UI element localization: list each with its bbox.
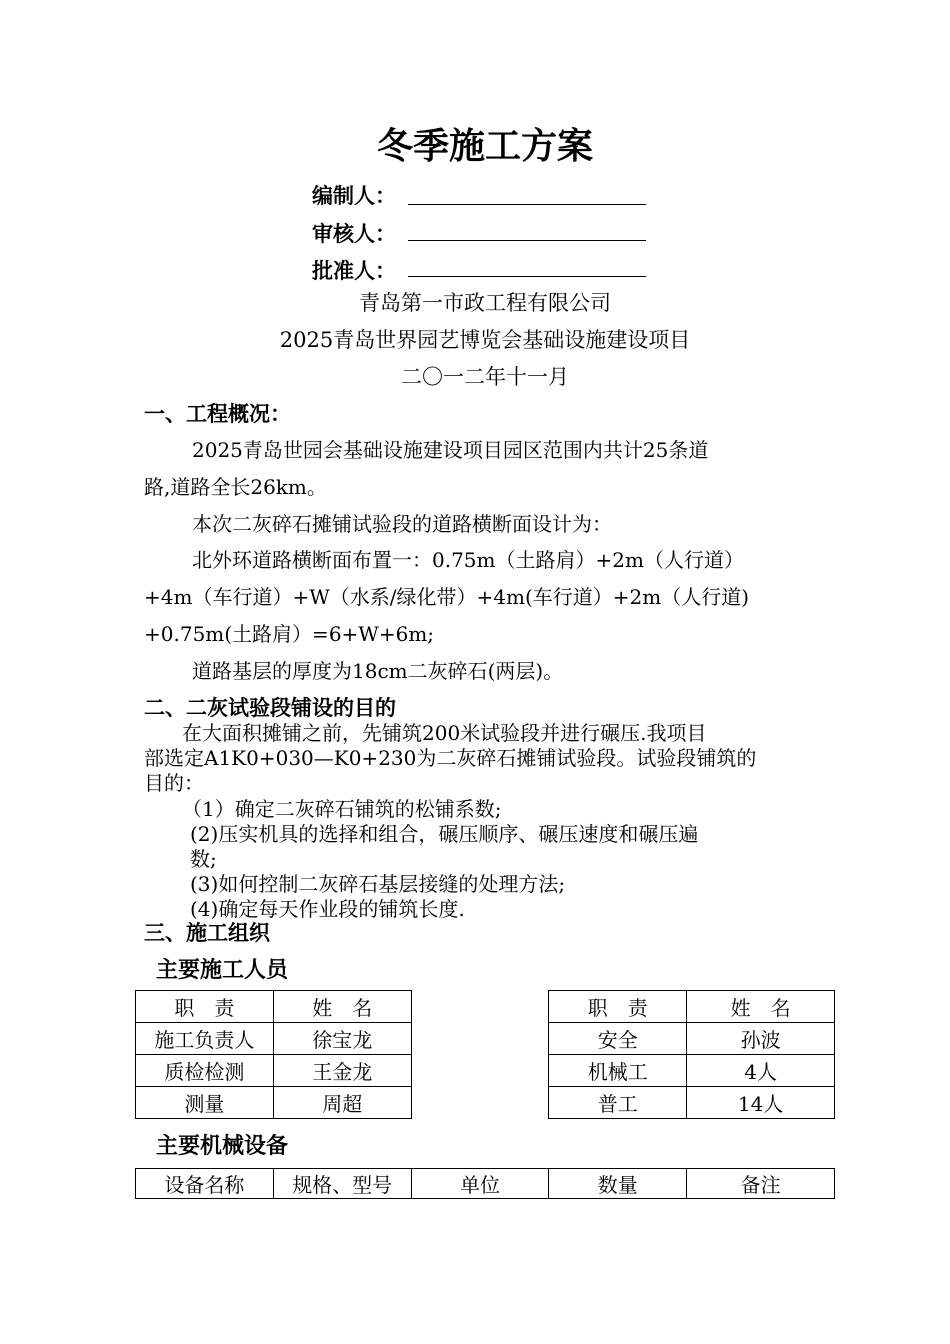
purpose-paragraph-line: 在大面积摊铺之前，先铺筑200米试验段并进行碾压.我项目 xyxy=(182,721,707,745)
cross-section-intro: 本次二灰碎石摊铺试验段的道路横断面设计为： xyxy=(192,512,612,536)
equipment-table xyxy=(135,1168,835,1199)
compiler-signature-line xyxy=(408,204,646,205)
table-cell: 14人 xyxy=(687,1087,835,1119)
purpose-item: （1）确定二灰碎石铺筑的松铺系数; xyxy=(182,797,502,821)
overview-paragraph-line: 2025青岛世园会基础设施建设项目园区范围内共计25条道 xyxy=(192,438,709,462)
table-cell: 质检检测 xyxy=(136,1055,274,1087)
purpose-item: (4)确定每天作业段的铺筑长度. xyxy=(190,897,465,921)
equipment-table-title: 主要机械设备 xyxy=(156,1134,289,1159)
table-cell: 安全 xyxy=(549,1023,687,1055)
table-cell: 普工 xyxy=(549,1087,687,1119)
personnel-table-title: 主要施工人员 xyxy=(156,958,289,983)
table-cell: 孙波 xyxy=(687,1023,835,1055)
table-header-cell: 姓 名 xyxy=(273,991,411,1023)
purpose-paragraph-line: 部选定A1K0+030—K0+230为二灰碎石摊铺试验段。试验段铺筑的 xyxy=(144,746,757,770)
table-cell: 王金龙 xyxy=(273,1055,411,1087)
table-header-cell: 设备名称 xyxy=(136,1169,274,1199)
table-cell: 徐宝龙 xyxy=(273,1023,411,1055)
company-name: 青岛第一市政工程有限公司 xyxy=(359,291,611,315)
table-header-cell: 职 责 xyxy=(549,991,687,1023)
table-header-cell: 姓 名 xyxy=(687,991,835,1023)
table-gap xyxy=(411,991,549,1119)
table-cell: 机械工 xyxy=(549,1055,687,1087)
purpose-item: (2)压实机具的选择和组合，碾压顺序、碾压速度和碾压遍 xyxy=(190,822,699,846)
section-2-heading: 二、二灰试验段铺设的目的 xyxy=(144,696,396,720)
table-header-row xyxy=(136,991,835,1023)
document-date: 二〇一二年十一月 xyxy=(401,365,569,389)
table-header-cell: 规格、型号 xyxy=(273,1169,411,1199)
table-cell: 4人 xyxy=(687,1055,835,1087)
section-1-heading: 一、工程概况： xyxy=(144,402,291,426)
reviewer-signature-line xyxy=(408,240,646,241)
cross-section-line: 北外环道路横断面布置一：0.75m（土路肩）+2m（人行道） xyxy=(192,548,744,572)
table-header-cell: 数量 xyxy=(549,1169,687,1199)
approver-signature-line xyxy=(408,276,646,277)
page-title: 冬季施工方案 xyxy=(376,126,593,167)
cross-section-line: +4m（车行道）+W（水系/绿化带）+4m(车行道）+2m（人行道) xyxy=(144,585,749,609)
table-header-row xyxy=(136,1169,835,1199)
table-cell: 周超 xyxy=(273,1087,411,1119)
table-header-cell: 职 责 xyxy=(136,991,274,1023)
reviewer-label: 审核人： xyxy=(312,222,396,246)
purpose-item: (3)如何控制二灰碎石基层接缝的处理方法; xyxy=(190,872,566,896)
table-cell: 测量 xyxy=(136,1087,274,1119)
cross-section-line: +0.75m(土路肩）=6+W+6m; xyxy=(144,622,435,646)
project-name: 2025青岛世界园艺博览会基础设施建设项目 xyxy=(279,328,691,352)
approver-label: 批准人： xyxy=(312,259,396,283)
overview-paragraph-line: 路,道路全长26km。 xyxy=(144,475,327,499)
compiler-label: 编制人： xyxy=(312,184,396,208)
section-3-heading: 三、施工组织 xyxy=(144,921,270,945)
table-header-cell: 备注 xyxy=(687,1169,835,1199)
base-thickness-text: 道路基层的厚度为18cm二灰碎石(两层)。 xyxy=(192,659,564,683)
table-header-cell: 单位 xyxy=(411,1169,549,1199)
personnel-table xyxy=(135,990,835,1119)
purpose-paragraph-line: 目的： xyxy=(144,771,204,795)
table-cell: 施工负责人 xyxy=(136,1023,274,1055)
purpose-item: 数; xyxy=(190,847,217,871)
